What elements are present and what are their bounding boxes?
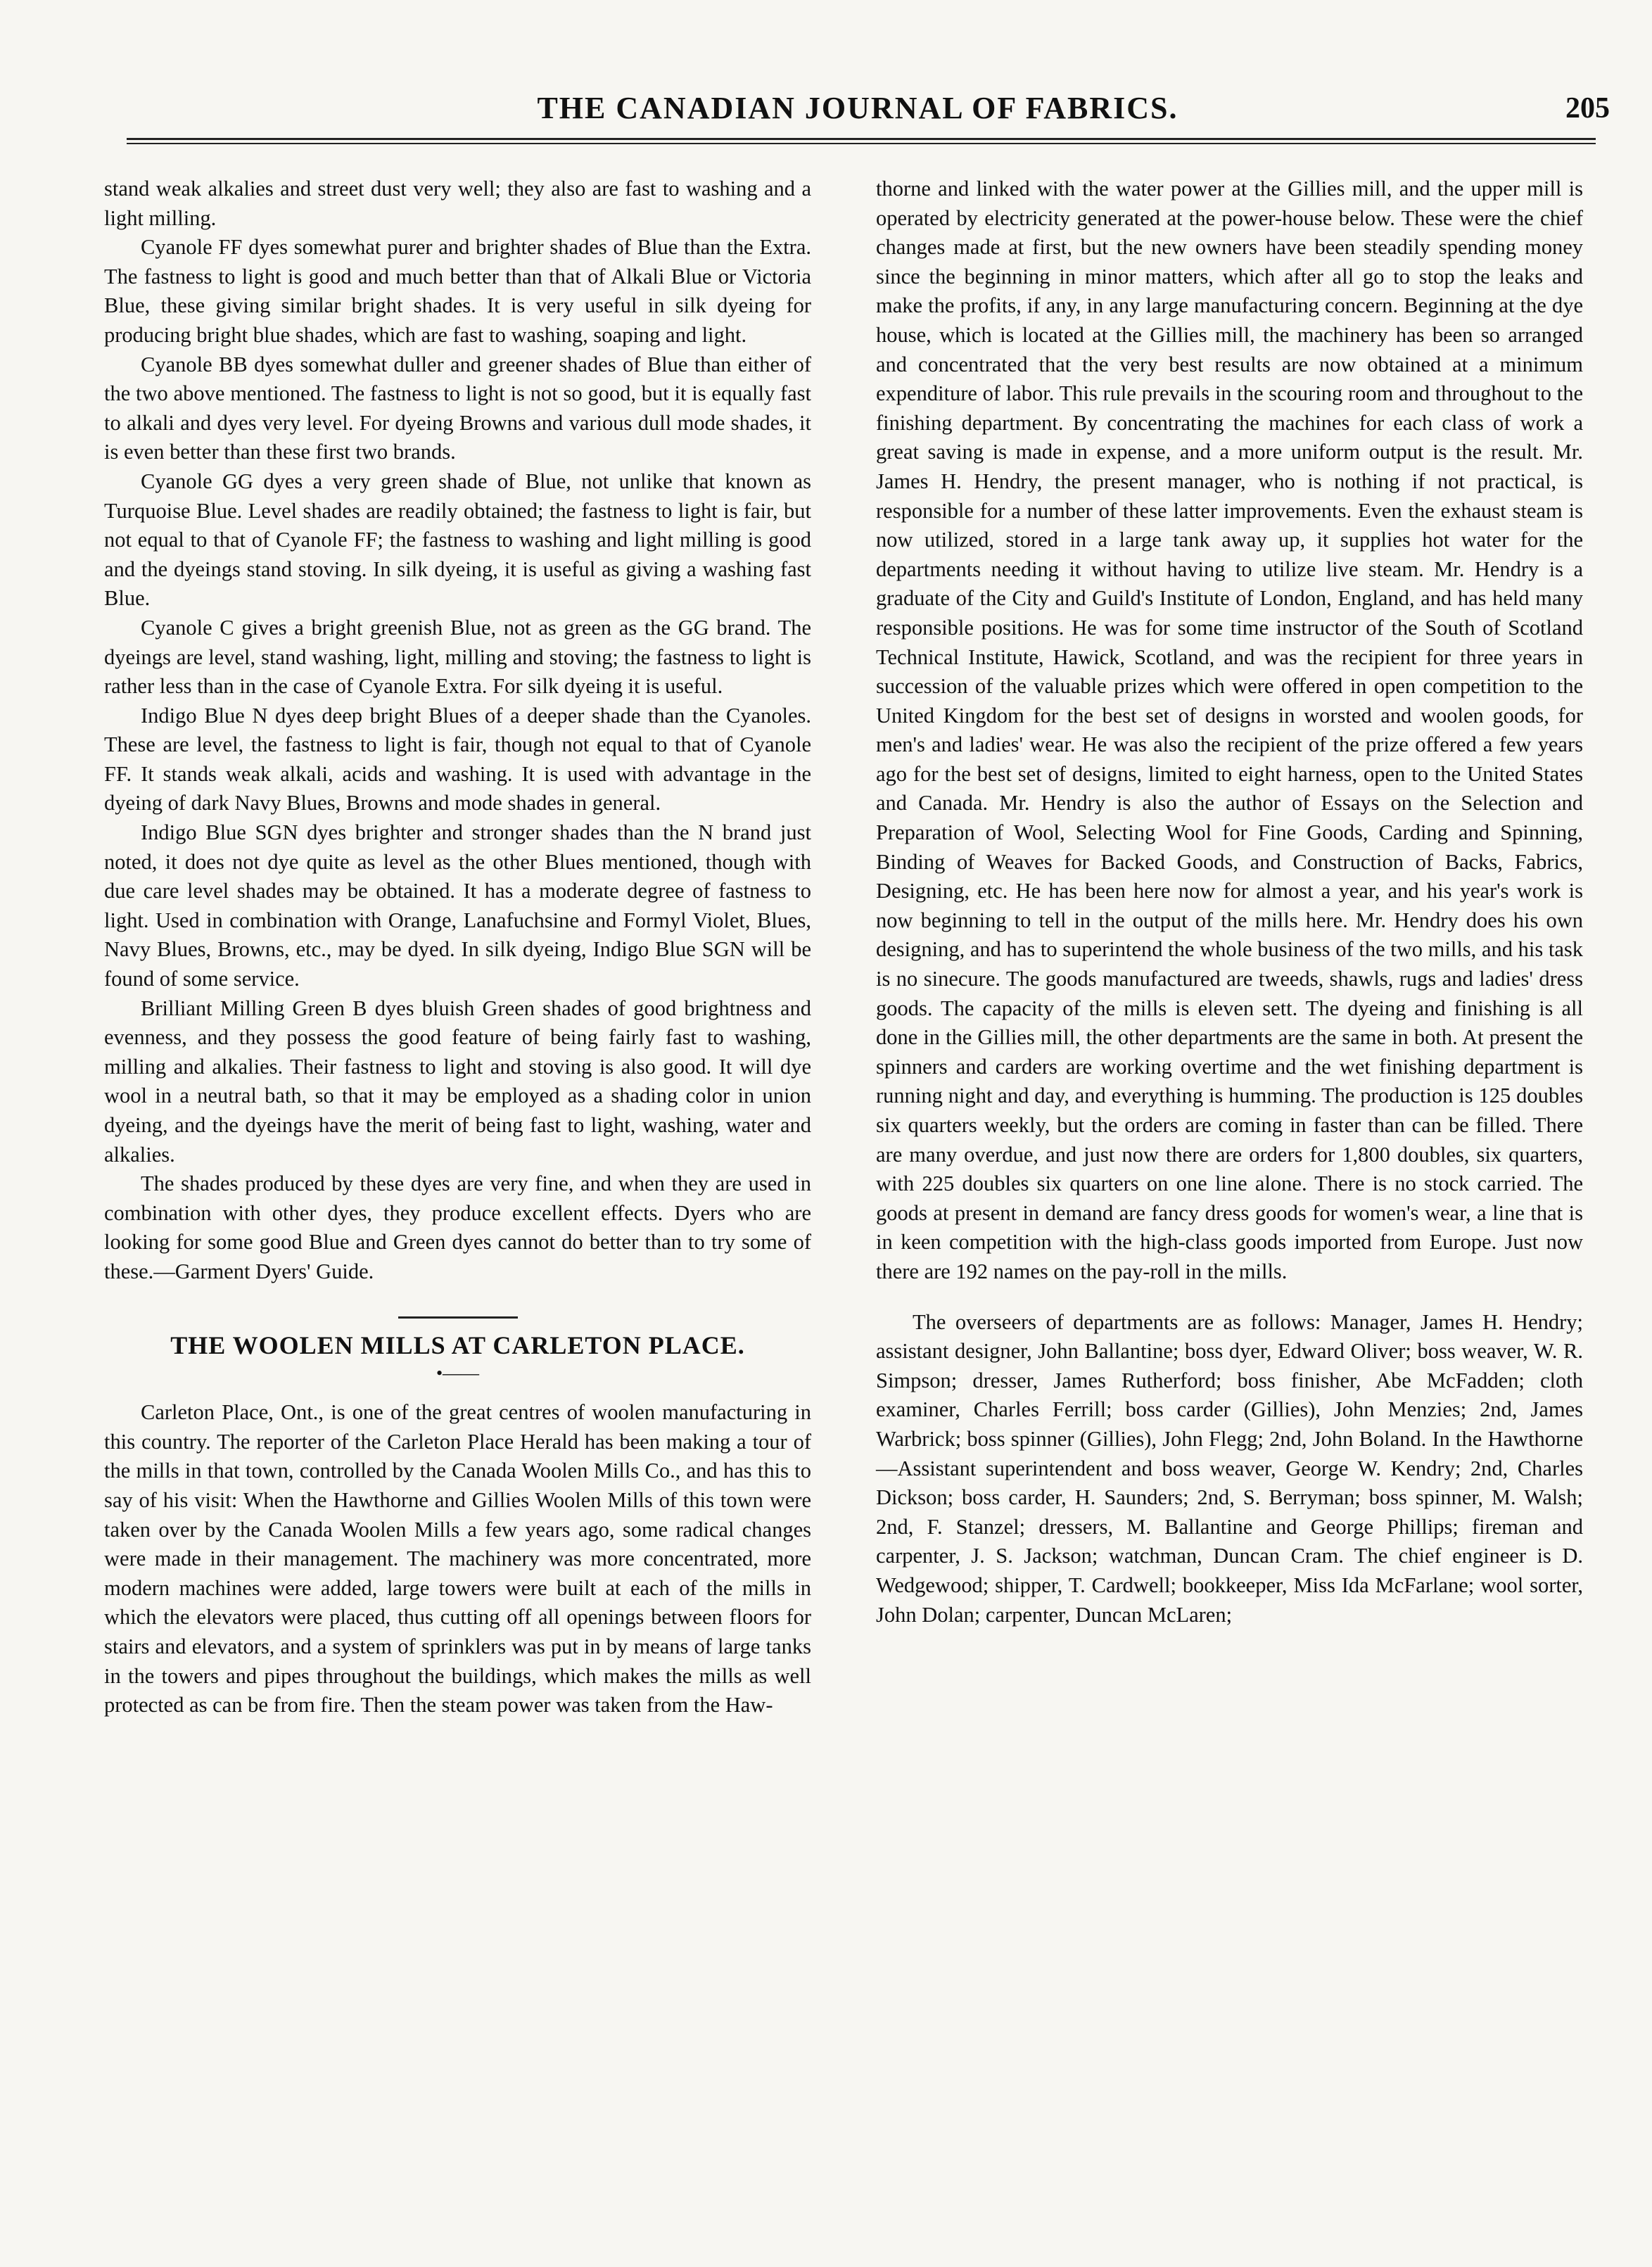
left-column	[104, 174, 811, 1720]
ornament-divider: •——	[436, 1363, 480, 1384]
page-header	[106, 83, 1610, 139]
right-column	[876, 174, 1583, 1630]
paragraph-gap	[876, 1287, 1583, 1308]
paragraph: stand weak alkalies and street dust very well; they also are fast to washing and a light milling.	[104, 177, 811, 230]
paragraph: The shades produced by these dyes are very fine, and when they are used in combination with other dyes, they produce excellent effects. Dyers who are looking for some good Blue and Green dyes cannot do better than to try some of these.—Garment Dyers' Guide.	[104, 1171, 811, 1283]
paragraph: Brilliant Milling Green B dyes bluish Green shades of good brightness and evenness, and they possess the good feature of being fairly fast to washing, milling and alkalies. Their fastness to light and stoving is also good. It will dye wool in a neutral bath, so that it may be employed as a shading color in union dyeing, and the dyeings have the merit of being fast to light, washing, water and alkalies.	[104, 996, 811, 1167]
section-heading: THE WOOLEN MILLS AT CARLETON PLACE.	[170, 1331, 745, 1359]
paragraph: Indigo Blue N dyes deep bright Blues of a deeper shade than the Cyanoles. These are level, the fastness to light is fair, though not equal to that of Cyanole FF. It stands weak alkali, acids and washing. It is used with advantage in the dyeing of dark Navy Blues, Browns and mode shades in general.	[104, 703, 811, 815]
journal-title: THE CANADIAN JOURNAL OF FABRICS.	[537, 91, 1178, 125]
section-divider	[398, 1316, 518, 1319]
paragraph: thorne and linked with the water power at the Gillies mill, and the upper mill is operated by electricity generated at the power-house below. These were the chief changes made at first, but the new owners have been steadily spending money since the beginning in minor matters, which after all go to stop the leaks and make the profits, if any, in any large manufacturing concern. Beginning at the dye house, which is located at the Gillies mill, the machinery has been so arranged and concentrated that the very best results are now obtained at a minimum expenditure of labor. This rule prevails in the scouring room and throughout to the finishing department. By concentrating the machines for each class of work a great saving is made in expense, and a more uniform output is the result. Mr. James H. Hendry, the present manager, who is nothing if not practical, is responsible for a number of these latter improvements. Even the exhaust steam is now utilized, stored in a large tank away up, it supplies hot water for the departments needing it without having to utilize live steam. Mr. Hendry is a graduate of the City and Guild's Institute of London, England, and has held many responsible positions. He was for some time instructor of the South of Scotland Technical Institute, Hawick, Scotland, and was the recipient for three years in succession of the valuable prizes which were offered in open competition to the United Kingdom for the best set of designs in worsted and woolen goods, for men's and ladies' wear. He was also the recipient of the prize offered a few years ago for the best set of designs, limited to eight harness, open to the United States and Canada. Mr. Hendry is also the author of Essays on the Selection and Preparation of Wool, Selecting Wool for Fine Goods, Carding and Spinning, Binding of Weaves for Backed Goods, and Construction of Backs, Fabrics, Designing, etc. He has been here now for almost a year, and his year's work is now beginning to tell in the output of the mills here. Mr. Hendry does his own designing, and has to superintend the whole business of the two mills, and his task is no sinecure. The goods manufactured are tweeds, shawls, rugs and ladies' dress goods. The capacity of the mills is eleven sett. The dyeing and finishing is all done in the Gillies mill, the other departments are the same in both. At present the spinners and carders are working overtime and the wet finishing department is running night and day, and everything is humming. The production is 125 doubles six quarters weekly, but the orders are coming in faster than can be filled. There are many overdue, and just now there are orders for 1,800 doubles, six quarters, with 225 doubles six quarters on one line alone. There is no stock carried. The goods at present in demand are fancy dress goods for women's wear, a line that is in keen competition with the high-class goods imported from Europe. Just now there are 192 names on the pay-roll in the mills.	[876, 177, 1583, 1283]
paragraph: Indigo Blue SGN dyes brighter and stronger shades than the N brand just noted, it does not dye quite as level as the other Blues mentioned, though with due care level shades may be obtained. It has a moderate degree of fastness to light. Used in combination with Orange, Lanafuchsine and Formyl Violet, Blues, Navy Blues, Browns, etc., may be dyed. In silk dyeing, Indigo Blue SGN will be found of some service.	[104, 820, 811, 991]
paragraph: The overseers of departments are as follows: Manager, James H. Hendry; assistant designer, John Ballantine; boss dyer, Edward Oliver; boss weaver, W. R. Simpson; dresser, James Rutherford; boss finisher, Abe McFadden; cloth examiner, Charles Ferrill; boss carder (Gillies), John Menzies; 2nd, James Warbrick; boss spinner (Gillies), John Flegg; 2nd, John Boland. In the Hawthorne—Assistant superintendent and boss weaver, George W. Kendry; 2nd, Charles Dickson; boss carder, H. Saunders; 2nd, S. Berryman; boss spinner, M. Walsh; 2nd, F. Stanzel; dressers, M. Ballantine and George Phillips; fireman and carpenter, J. S. Jackson; watchman, Duncan Cram. The chief engineer is D. Wedgewood; shipper, T. Cardwell; bookkeeper, Miss Ida McFarlane; wool sorter, John Dolan; carpenter, Duncan McLaren;	[876, 1309, 1583, 1627]
paragraph: Carleton Place, Ont., is one of the great centres of woolen manufacturing in this country. The reporter of the Carleton Place Herald has been making a tour of the mills in that town, controlled by the Canada Woolen Mills Co., and has this to say of his visit: When the Hawthorne and Gillies Woolen Mills of this town were taken over by the Canada Woolen Mills a few years ago, some radical changes were made in their management. The machinery was more concentrated, more modern machines were added, large towers were built at each of the mills in which the elevators were placed, thus cutting off all openings between floors for stairs and elevators, and a system of sprinklers was put in by means of large tanks in the towers and pipes throughout the buildings, which makes the mills as well protected as can be from fire. Then the steam power was taken from the Haw-	[104, 1400, 811, 1717]
paragraph: Cyanole GG dyes a very green shade of Blue, not unlike that known as Turquoise Blue. Level shades are readily obtained; the fastness to light is fair, but not equal to that of Cyanole FF; the fastness to washing and light milling is good and the dyeings stand stoving. In silk dyeing, it is useful as giving a washing fast Blue.	[104, 469, 811, 611]
paragraph: Cyanole BB dyes somewhat duller and greener shades of Blue than either of the two above mentioned. The fastness to light is not so good, but it is equally fast to alkali and dyes very level. For dyeing Browns and various dull mode shades, it is even better than these first two brands.	[104, 352, 811, 464]
paragraph: Cyanole C gives a bright greenish Blue, not as green as the GG brand. The dyeings are level, stand washing, light, milling and stoving; the fastness to light is rather less than in the case of Cyanole Extra. For silk dyeing it is useful.	[104, 615, 811, 699]
paragraph: Cyanole FF dyes somewhat purer and brighter shades of Blue than the Extra. The fastness to light is good and much better than that of Alkali Blue or Victoria Blue, these giving similar bright shades. It is very useful in silk dyeing for producing bright blue shades, which are fast to washing, soaping and light.	[104, 235, 811, 347]
header-rule	[127, 138, 1596, 144]
page-number: 205	[1565, 92, 1610, 125]
